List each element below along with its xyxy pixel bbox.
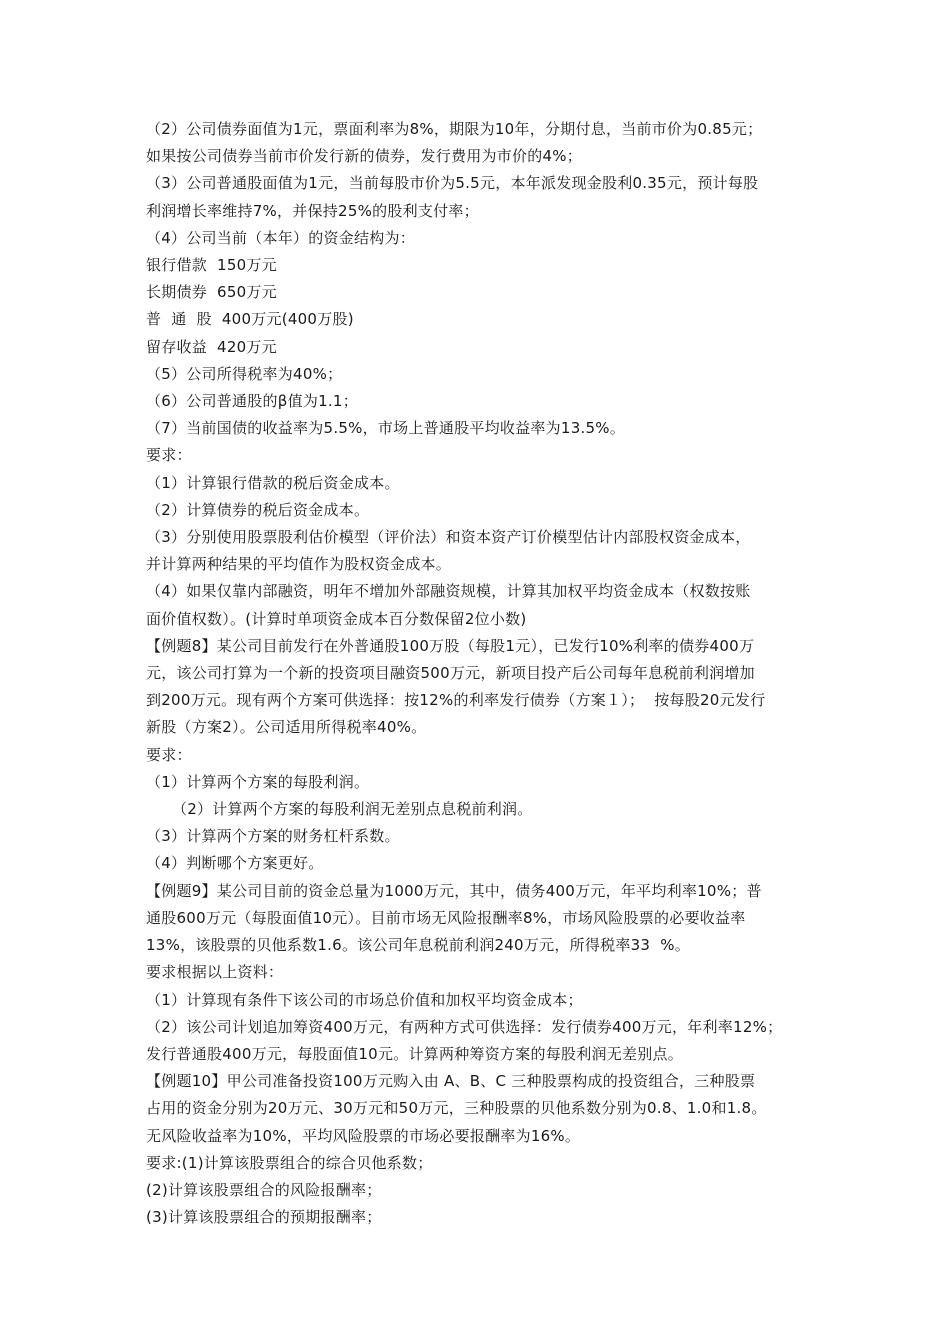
text-line: （1）计算现有条件下该公司的市场总价值和加权平均资金成本； <box>146 990 583 1009</box>
text-line: 利润增长率维持7%，并保持25%的股利支付率； <box>146 201 479 220</box>
text-line: 并计算两种结果的平均值作为股权资金成本。 <box>146 555 452 574</box>
text-line: 元，该公司打算为一个新的投资项目融资500万元，新项目投产后公司每年息税前利润增加 <box>146 664 755 683</box>
text-line: 留存收益 420万元 <box>146 337 277 356</box>
text-line: （7）当前国债的收益率为5.5%，市场上普通股平均收益率为13.5%。 <box>146 419 626 438</box>
text-line: 面价值权数）。(计算时单项资金成本百分数保留2位小数) <box>146 609 527 628</box>
document-body <box>146 116 814 1231</box>
text-line: 长期债券 650万元 <box>146 283 277 302</box>
text-line: (2)计算该股票组合的风险报酬率； <box>146 1180 382 1199</box>
text-line: （2）公司债券面值为1元，票面利率为8%，期限为10年，分期付息，当前市价为0.85元； <box>146 120 763 138</box>
text-line: 银行借款 150万元 <box>146 256 277 275</box>
text-line: （1）计算银行借款的税后资金成本。 <box>146 473 400 492</box>
text-line: （3）计算两个方案的财务杠杆系数。 <box>146 827 400 846</box>
text-line: （1）计算两个方案的每股利润。 <box>146 772 370 791</box>
text-line: （3）公司普通股面值为1元，当前每股市价为5.5元，本年派发现金股利0.35元，预计每股 <box>146 174 759 193</box>
text-line: （3）分别使用股票股利估价模型（评价法）和资本资产订价模型估计内部股权资金成本， <box>146 528 751 547</box>
text-line: 占用的资金分别为20万元、30万元和50万元，三种股票的贝他系数分别为0.8、1.0和1.8。 <box>146 1099 767 1118</box>
text-line: （4）判断哪个方案更好。 <box>146 854 324 873</box>
text-line: 13%，该股票的贝他系数1.6。该公司年息税前利润240万元，所得税率33 %。 <box>146 936 690 955</box>
text-line: 到200万元。现有两个方案可供选择：按12%的利率发行债券（方案１）； 按每股20元发行 <box>146 691 766 710</box>
text-line: 要求： <box>146 446 192 465</box>
text-line: 要求:(1)计算该股票组合的综合贝他系数； <box>146 1153 433 1172</box>
text-line: 普 通 股 400万元(400万股) <box>146 310 354 329</box>
text-line: 要求： <box>146 745 192 764</box>
text-line: 无风险收益率为10%，平均风险股票的市场必要报酬率为16%。 <box>146 1126 581 1145</box>
text-line: （2）该公司计划追加筹资400万元，有两种方式可供选择：发行债券400万元，年利率12%； <box>146 1017 783 1036</box>
text-line: 发行普通股400万元，每股面值10元。计算两种筹资方案的每股利润无差别点。 <box>146 1044 683 1063</box>
text-line: 通股600万元（每股面值10元）。目前市场无风险报酬率8%，市场风险股票的必要收益率 <box>146 908 746 927</box>
text-line: （4）如果仅靠内部融资，明年不增加外部融资规模，计算其加权平均资金成本（权数按账 <box>146 582 751 601</box>
text-line: （6）公司普通股的β值为1.1； <box>146 392 358 411</box>
text-line: 新股（方案2）。公司适用所得税率40%。 <box>146 718 427 737</box>
text-line: 【例题10】甲公司准备投资100万元购入由 A、B、C 三种股票构成的投资组合，三种股票 <box>146 1072 756 1091</box>
text-line: 【例题8】某公司目前发行在外普通股100万股（每股1元），已发行10%利率的债券400万 <box>146 636 755 655</box>
text-line: (3)计算该股票组合的预期报酬率； <box>146 1208 382 1227</box>
text-line: 要求根据以上资料： <box>146 963 284 982</box>
text-line: （2）计算两个方案的每股利润无差别点息税前利润。 <box>172 800 533 819</box>
text-line: （4）公司当前（本年）的资金结构为： <box>146 228 416 247</box>
text-line: 如果按公司债券当前市价发行新的债券，发行费用为市价的4%； <box>146 147 583 166</box>
text-line: （5）公司所得税率为40%； <box>146 364 343 383</box>
text-line: （2）计算债券的税后资金成本。 <box>146 500 370 519</box>
text-line: 【例题9】某公司目前的资金总量为1000万元，其中，债务400万元，年平均利率10%；普 <box>146 881 762 900</box>
